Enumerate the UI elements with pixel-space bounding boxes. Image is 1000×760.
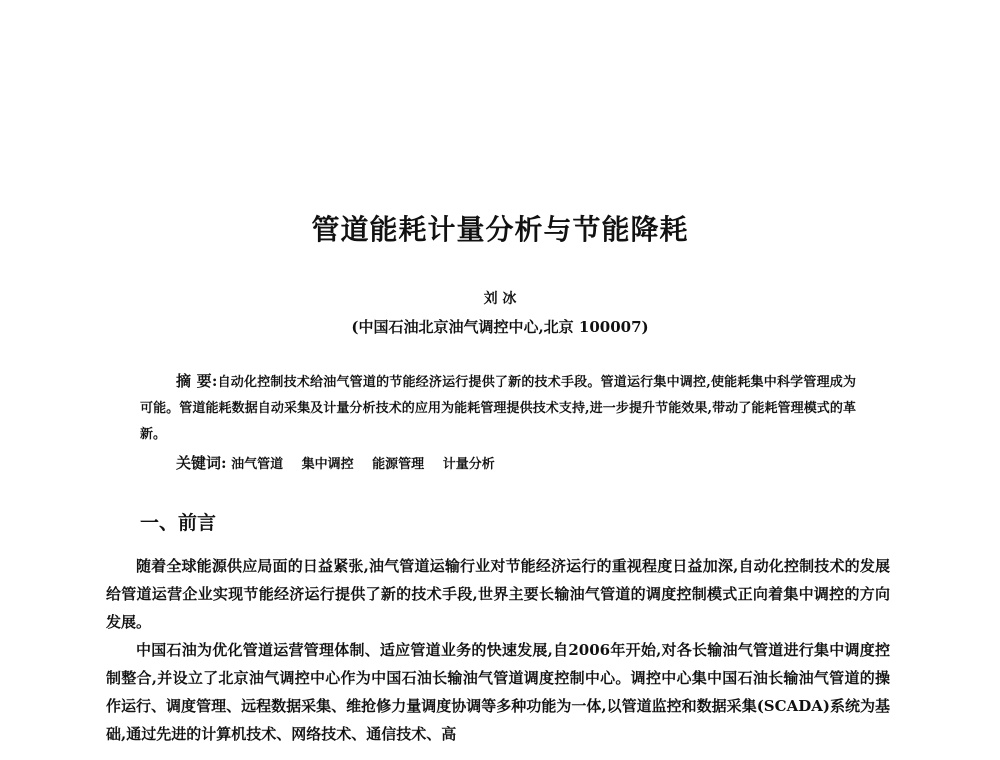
paragraph: 随着全球能源供应局面的日益紧张,油气管道运输行业对节能经济运行的重视程度日益加深,自动化控制技术的发展给管道运营企业实现节能经济运行提供了新的技术手段,世界主要长输油气管道的调度控制模式正向着集中调控的方向发展。 <box>106 557 890 631</box>
body-text <box>106 552 890 748</box>
keyword: 能源管理 <box>372 457 425 472</box>
section-heading: 一、前言 <box>140 512 217 534</box>
abstract <box>140 368 856 448</box>
paper-title: 管道能耗计量分析与节能降耗 <box>311 213 689 246</box>
keyword: 油气管道 <box>231 457 284 472</box>
abstract-label: 摘 要: <box>176 372 218 390</box>
keyword: 集中调控 <box>301 457 354 472</box>
keyword: 计量分析 <box>442 457 495 472</box>
author-name: 刘 冰 <box>483 291 517 307</box>
author-affiliation: (中国石油北京油气调控中心,北京 100007) <box>351 318 649 336</box>
keywords-label: 关键词: <box>176 454 227 472</box>
keywords <box>176 452 509 473</box>
abstract-text: 自动化控制技术给油气管道的节能经济运行提供了新的技术手段。管道运行集中调控,使能耗集中科学管理成为可能。管道能耗数据自动采集及计量分析技术的应用为能耗管理提供技术支持,进一步提升节能效果,带动了能耗管理模式的革新。 <box>140 375 857 442</box>
paragraph: 中国石油为优化管道运营管理体制、适应管道业务的快速发展,自2006年开始,对各长输油气管道进行集中调度控制整合,并设立了北京油气调控中心作为中国石油长输油气管道调度控制中心。调控中心集中国石油长输油气管道的操作运行、调度管理、远程数据采集、维抢修力量调度协调等多种功能为一体,以管道监控和数据采集(SCADA)系统为基础,通过先进的计算机技术、网络技术、通信技术、高 <box>106 641 890 743</box>
